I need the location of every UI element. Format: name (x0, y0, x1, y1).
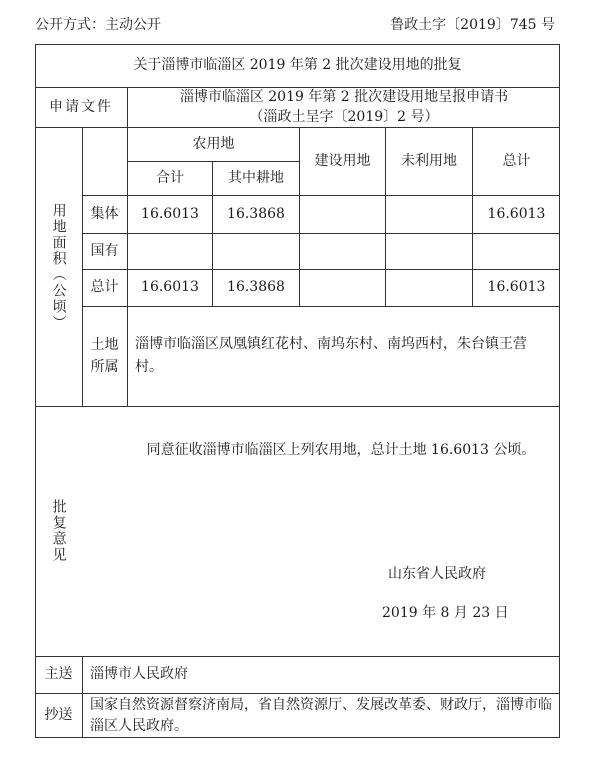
grand-construction (300, 269, 385, 306)
total-header: 总计 (502, 152, 531, 169)
document-title: 关于淄博市临淄区 2019 年第 2 批次建设用地的批复 (133, 57, 462, 74)
construction-header: 建设用地 (314, 152, 371, 169)
row-label-grand-total: 总计 (90, 279, 119, 296)
ownership-value: 淄博市临淄区凤凰镇红花村、南坞东村、南坞西村，朱台镇王营村。 (135, 335, 527, 375)
collective-total: 16.6013 (487, 205, 546, 222)
cc-value: 国家自然资源督察济南局，省自然资源厅、发展改革委、财政厅，淄博市临淄区人民政府。 (90, 696, 552, 734)
grand-farm-total: 16.6013 (141, 279, 199, 296)
application-document (128, 87, 560, 127)
row-divider (35, 406, 560, 407)
subtotal-header: 合计 (156, 170, 184, 187)
column-divider (82, 656, 83, 738)
state-farm-total (128, 233, 212, 269)
farmland-header: 农用地 (192, 135, 235, 152)
state-arable (213, 233, 299, 269)
approval-label: 批复意见 (50, 499, 67, 563)
unused-header: 未利用地 (401, 152, 457, 169)
row-label-collective: 集体 (90, 205, 119, 222)
collective-arable: 16.3868 (227, 205, 285, 222)
state-construction (300, 233, 385, 269)
state-unused (386, 233, 472, 269)
land-area-label: 用地面积（公顷） (50, 202, 67, 331)
document-number: 鲁政土字〔2019〕745 号 (390, 17, 555, 33)
approval-opinion: 同意征收淄博市临淄区上列农用地，总计土地 16.6013 公顷。 (146, 441, 536, 458)
row-label-state: 国有 (90, 242, 119, 259)
grand-total: 16.6013 (487, 279, 546, 296)
ownership-label: 土地 所属 (90, 336, 119, 375)
application-label: 申请文件 (49, 98, 113, 115)
cc-label: 抄送 (44, 707, 73, 724)
grand-unused (386, 269, 472, 306)
send-to-value: 淄博市人民政府 (90, 666, 188, 683)
grand-arable: 16.3868 (227, 279, 285, 296)
collective-unused (386, 195, 472, 233)
state-total (473, 233, 560, 269)
arable-header: 其中耕地 (228, 170, 284, 187)
send-to-label: 主送 (44, 666, 73, 683)
application-title: 淄博市临淄区 2019 年第 2 批次建设用地呈报申请书 (179, 88, 509, 105)
disclosure-method: 公开方式：主动公开 (35, 17, 161, 33)
application-number: （淄政土呈字〔2019〕2 号） (249, 109, 439, 125)
approving-authority: 山东省人民政府 (388, 566, 486, 582)
collective-construction (300, 195, 385, 233)
approval-date: 2019 年 8 月 23 日 (382, 605, 509, 621)
collective-farm-total: 16.6013 (141, 205, 199, 222)
